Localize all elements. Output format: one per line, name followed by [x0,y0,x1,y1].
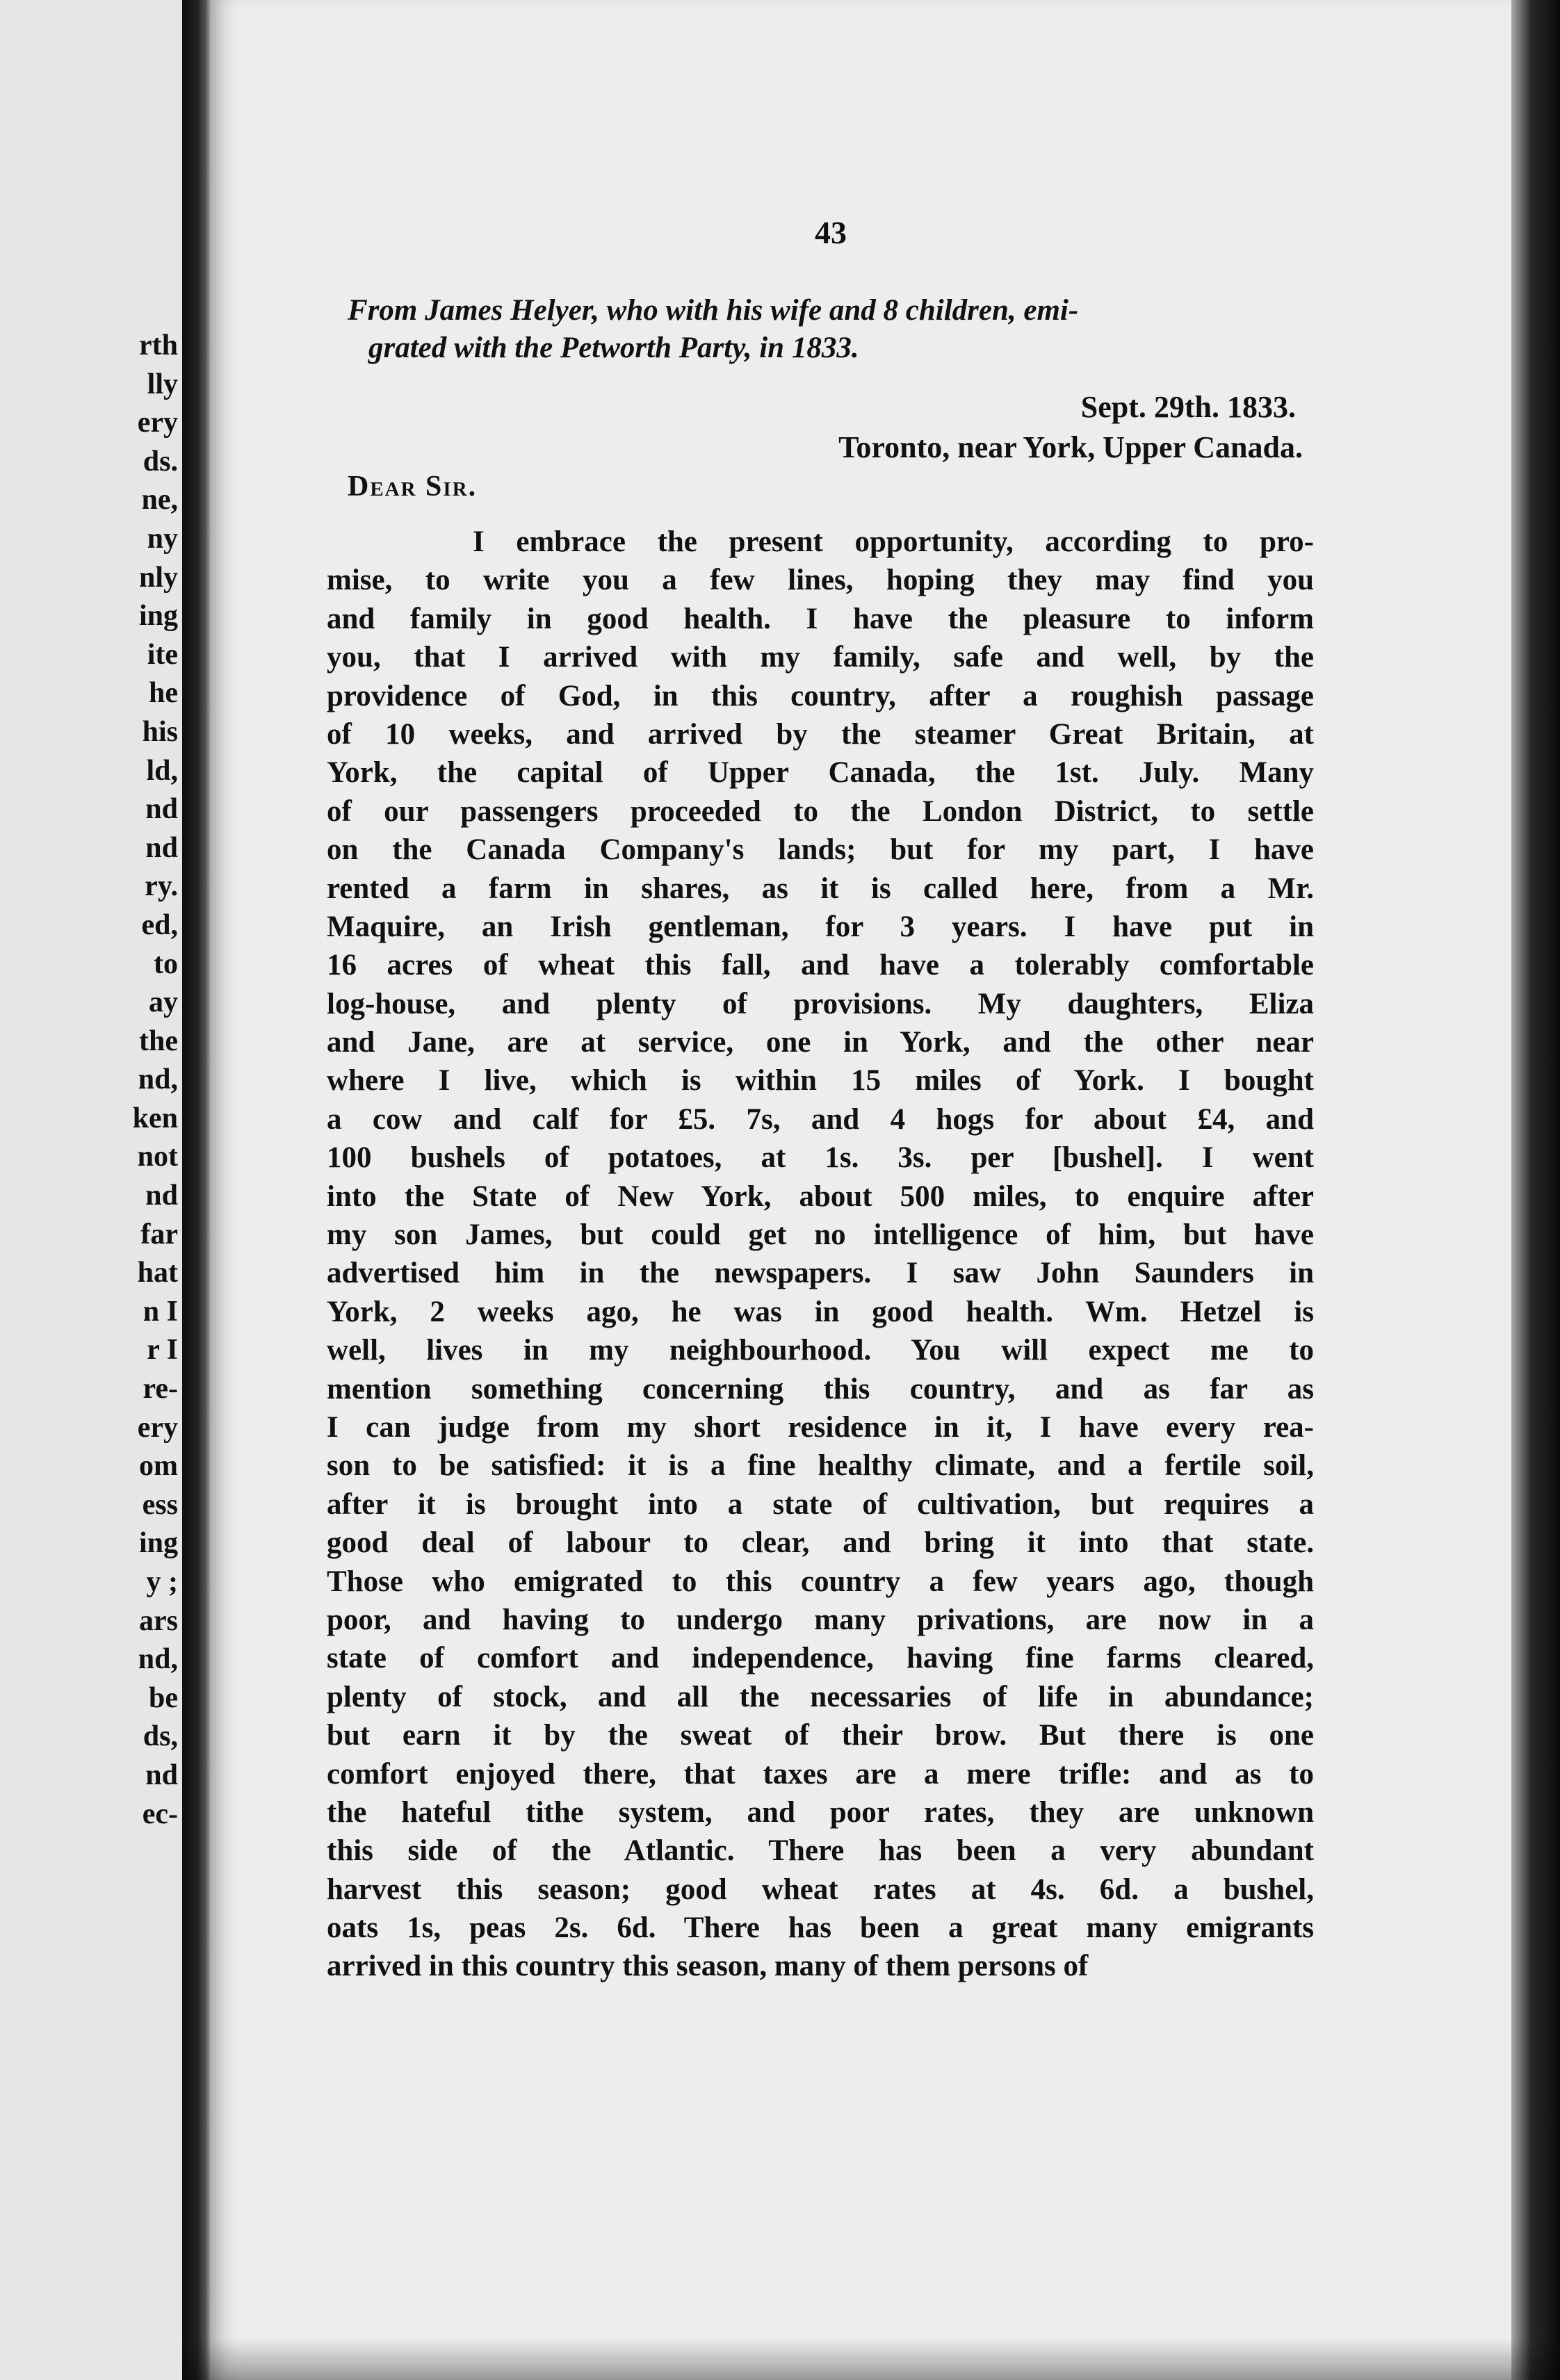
left-page-fragment: ess [142,1488,178,1521]
left-page-fragment: nd [145,831,178,864]
left-page-fragment: ars [139,1604,178,1637]
left-page-fragment: ne, [141,484,178,516]
bottom-shadow [182,2338,1560,2380]
heading-line-1: From James Helyer, who with his wife and 8 children, emi- [348,294,1079,327]
page-number: 43 [815,215,847,250]
body-text-line: 16 acres of wheat this fall, and have a tolerably comfortable [327,949,1314,982]
left-page-fragment: ing [138,600,178,633]
left-page-fragment: his [142,715,178,748]
left-page-fragment: lly [147,368,178,400]
left-page-fragment: ing [138,1527,178,1560]
letter-place: Toronto, near York, Upper Canada. [838,430,1303,464]
body-text-line: I can judge from my short residence in it, I have every rea- [327,1410,1314,1444]
body-text-line: York, 2 weeks ago, he was in good health. Wm. Hetzel is [327,1295,1314,1328]
left-page-fragment: ery [137,1411,178,1444]
left-page-fragment: ed, [141,908,178,941]
left-page-fragment: re- [143,1373,178,1405]
left-page-fragment: he [149,677,178,710]
body-text-line: good deal of labour to clear, and bring it into that state. [327,1526,1314,1560]
book-gutter [182,0,210,2380]
left-page-fragment: nd [145,1180,178,1212]
left-page-fragment: not [137,1141,178,1173]
heading-line-2: grated with the Petworth Party, in 1833. [368,332,859,364]
body-text-line: into the State of New York, about 500 miles, to enquire after [327,1180,1314,1213]
left-page-fragment: ay [149,986,178,1019]
left-page-fragment: be [149,1681,178,1714]
left-page [0,0,182,2380]
page-edge-shadow [1511,0,1560,2380]
left-page-fragment: n I [143,1295,178,1328]
left-page-fragment: hat [137,1257,178,1289]
body-text-line: well, lives in my neighbourhood. You will expect me to [327,1334,1314,1367]
left-page-fragment: ds. [143,445,178,478]
body-text-line: mention something concerning this country, and as far as [327,1372,1314,1405]
left-page-fragment: ld, [146,754,178,787]
left-page-fragment: ny [147,522,178,555]
body-text-line: son to be satisfied: it is a fine healthy climate, and a fertile soil, [327,1449,1314,1483]
body-text-line: and family in good health. I have the pleasure to inform [327,602,1314,635]
body-text-line: where I live, which is within 15 miles of York. I bought [327,1064,1314,1098]
left-page-fragment: y ; [146,1566,178,1598]
body-text-line: plenty of stock, and all the necessaries of life in abundance; [327,1680,1314,1713]
body-text-line: York, the capital of Upper Canada, the 1st. July. Many [327,756,1314,790]
left-page-fragment: to [154,947,178,980]
body-text-line: rented a farm in shares, as it is called here, from a Mr. [327,872,1314,905]
left-page-text-fragments [133,327,178,1834]
body-text-line: oats 1s, peas 2s. 6d. There has been a great many emigrants [327,1912,1314,1945]
body-text-line: this side of the Atlantic. There has been a very abundant [327,1834,1314,1868]
left-page-fragment: far [140,1218,178,1250]
body-text-line: log-house, and plenty of provisions. My daughters, Eliza [327,987,1314,1020]
body-text-line: after it is brought into a state of cultivation, but requires a [327,1488,1314,1521]
left-page-fragment: r I [147,1334,178,1367]
left-page-fragment: ec- [142,1798,178,1830]
body-text-line: you, that I arrived with my family, safe and well, by the [327,641,1314,674]
body-text-line: Those who emigrated to this country a few years ago, though [327,1565,1314,1598]
body-text-line: I embrace the present opportunity, according to pro- [473,525,1314,558]
body-text-line: providence of God, in this country, after a roughish passage [327,679,1314,712]
salutation: Dear Sir. [348,471,478,503]
left-page-fragment: nd [145,1759,178,1791]
left-page-fragment: ken [132,1102,178,1134]
body-text-line: a cow and calf for £5. 7s, and 4 hogs for about £4, and [327,1102,1314,1136]
letter-heading [348,292,1317,367]
body-text-line: Maquire, an Irish gentleman, for 3 years. I have put in [327,910,1314,943]
left-page-fragment: ds, [143,1720,178,1753]
body-text-line: and Jane, are at service, one in York, and the other near [327,1026,1314,1059]
body-text-line: of our passengers proceeded to the London District, to settle [327,794,1314,828]
body-text-line: harvest this season; good wheat rates at 4s. 6d. a bushel, [327,1873,1314,1906]
left-page-fragment: ery [137,407,178,439]
body-text-line: state of comfort and independence, having fine farms cleared, [327,1642,1314,1675]
body-text-line: comfort enjoyed there, that taxes are a mere trifle: and as to [327,1757,1314,1791]
left-page-fragment: nd, [138,1643,178,1676]
body-text-line: arrived in this country this season, many of them persons of [327,1950,1089,1983]
left-page-fragment: rth [139,329,178,361]
left-page-fragment: the [139,1025,178,1057]
left-page-fragment: om [139,1450,178,1483]
left-page-fragment: ry. [145,870,178,903]
letter-date: Sept. 29th. 1833. [1080,390,1296,424]
body-text-line: 100 bushels of potatoes, at 1s. 3s. per [bushel]. I went [327,1141,1314,1175]
body-text-line: of 10 weeks, and arrived by the steamer Great Britain, at [327,717,1314,751]
body-text-line: my son James, but could get no intelligence of him, but have [327,1218,1314,1252]
left-page-fragment: nd [145,793,178,826]
body-text-line: on the Canada Company's lands; but for my part, I have [327,833,1314,867]
body-text-line: mise, to write you a few lines, hoping they may find you [327,564,1314,597]
left-page-fragment: nd, [138,1063,178,1096]
body-text-line: but earn it by the sweat of their brow. But there is one [327,1719,1314,1752]
body-text-line: advertised him in the newspapers. I saw John Saunders in [327,1257,1314,1290]
body-text-line: poor, and having to undergo many privations, are now in a [327,1603,1314,1636]
letter-body [327,523,1314,1986]
left-page-fragment: ite [147,638,178,671]
body-text-line: the hateful tithe system, and poor rates, they are unknown [327,1795,1314,1829]
left-page-fragment: nly [138,561,178,594]
